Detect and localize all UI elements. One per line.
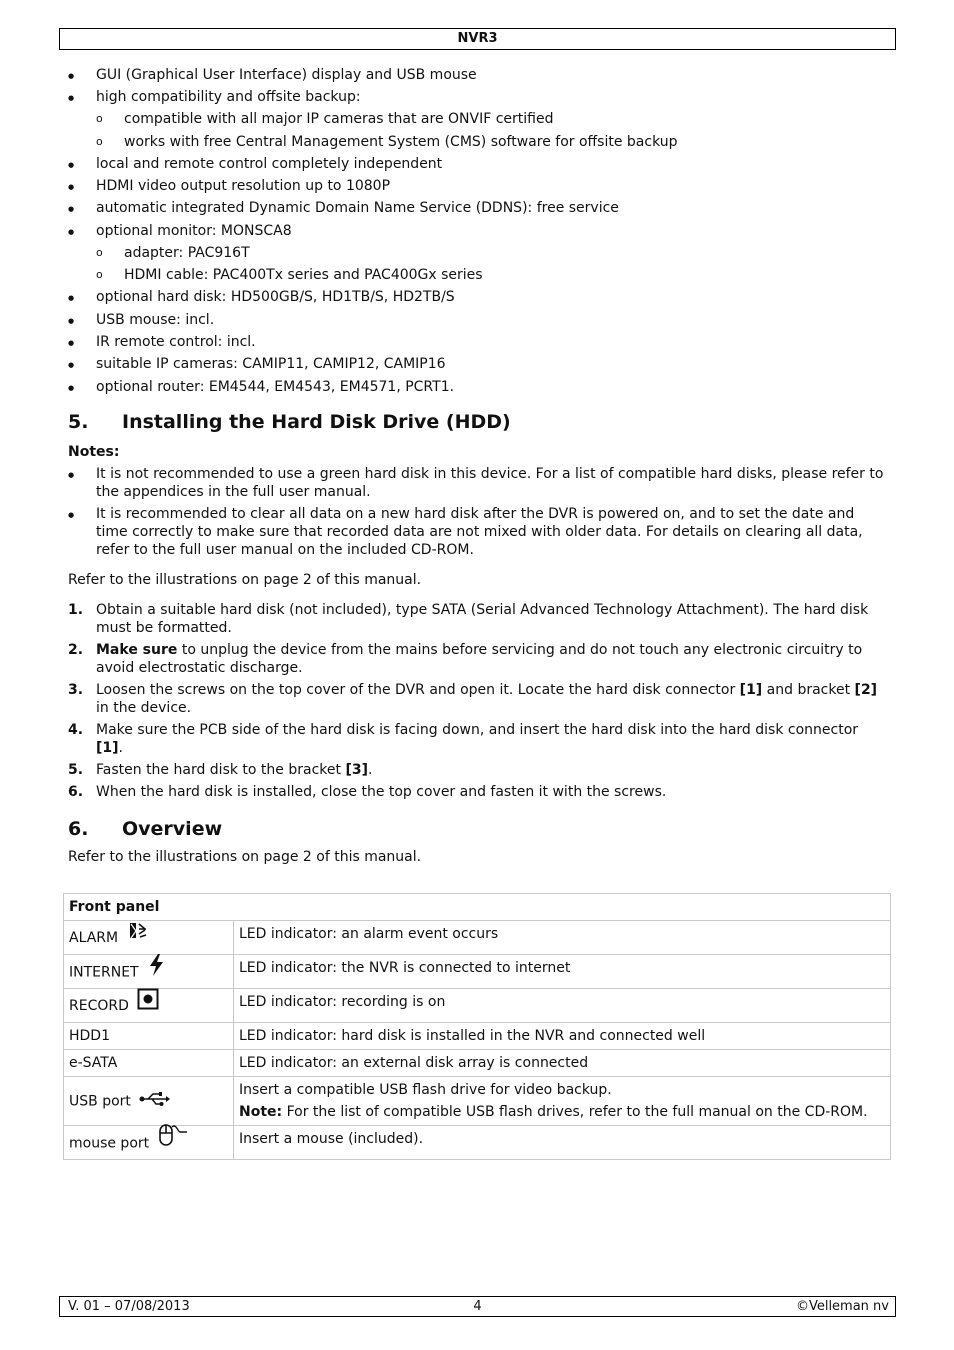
row-desc: LED indicator: an alarm event occurs [234, 921, 891, 955]
notes-label: Notes: [68, 443, 120, 460]
step-item: 2. Make sure to unplug the device from the mains before servicing and do not touch any electronic circuitry to avoid electrostatic discharge. [68, 642, 863, 677]
step-number: 4. [68, 722, 84, 739]
feature-item: ● optional router: EM4544, EM4543, EM4571, PCRT1. [68, 378, 886, 396]
footer-page-number: 4 [473, 1299, 482, 1314]
feature-subitem: o works with free Central Management System (CMS) software for offsite backup [96, 133, 886, 151]
feature-subitem: o HDMI cable: PAC400Tx series and PAC400Gx series [96, 266, 886, 284]
step-item: 3. Loosen the screws on the top cover of the DVR and open it. Locate the hard disk connector [1] and bracket [2] in the device. [68, 682, 878, 717]
step-number: 5. [68, 762, 84, 779]
step-item: 6. When the hard disk is installed, close the top cover and fasten it with the screws. [68, 784, 667, 801]
section-5-heading: 5. Installing the Hard Disk Drive (HDD) [68, 410, 511, 433]
row-label: ALARM [69, 930, 119, 946]
table-row [64, 989, 891, 1023]
feature-item: ● optional monitor: MONSCA8 o adapter: PAC916T o HDMI cable: PAC400Tx series and PAC400Gx series [68, 222, 886, 284]
feature-list [68, 66, 886, 396]
footer-copyright: ©Velleman nv [795, 1299, 889, 1314]
mouse-icon [158, 1122, 188, 1153]
row-desc: LED indicator: the NVR is connected to internet [234, 955, 891, 989]
table-row [64, 1023, 891, 1050]
row-label: mouse port [69, 1135, 150, 1152]
section-6-heading: 6. Overview [68, 818, 223, 841]
table-row [64, 955, 891, 989]
feature-item: ● HDMI video output resolution up to 1080P [68, 177, 886, 195]
row-desc: LED indicator: recording is on [234, 989, 891, 1023]
table-header-row [64, 894, 891, 921]
feature-item: ● GUI (Graphical User Interface) display and USB mouse [68, 66, 886, 84]
feature-sublist [96, 244, 886, 284]
feature-sublist [96, 110, 886, 150]
step-number: 1. [68, 602, 84, 619]
notes-list [68, 465, 886, 559]
feature-item: ● IR remote control: incl. [68, 333, 886, 351]
row-label: INTERNET [69, 964, 139, 981]
note-item: ● It is not recommended to use a green hard disk in this device. For a list of compatible hard disks, please refer to the appendices in the full user manual. [68, 465, 886, 501]
page-footer [59, 1296, 896, 1317]
lightning-icon [147, 953, 165, 982]
step-item: 1. Obtain a suitable hard disk (not included), type SATA (Serial Advanced Technology Attachment). The hard disk must be formatted. [68, 602, 869, 637]
row-label: HDD1 [64, 1023, 234, 1050]
table-heading: Front panel [64, 894, 891, 921]
feature-item: ● suitable IP cameras: CAMIP11, CAMIP12, CAMIP16 [68, 355, 886, 373]
table-row [64, 921, 891, 955]
table-row [64, 1126, 891, 1160]
front-panel-table [63, 893, 891, 1160]
steps-list [68, 601, 886, 801]
page-header [59, 28, 896, 50]
feature-item: ● automatic integrated Dynamic Domain Name Service (DDNS): free service [68, 199, 886, 217]
row-desc: Insert a mouse (included). [234, 1126, 891, 1160]
refer-text-6: Refer to the illustrations on page 2 of this manual. [68, 849, 422, 866]
row-label: RECORD [69, 998, 129, 1014]
row-label: e-SATA [64, 1050, 234, 1077]
header-title: NVR3 [457, 31, 498, 46]
feature-subitem: o compatible with all major IP cameras that are ONVIF certified [96, 110, 886, 128]
note-item: ● It is recommended to clear all data on a new hard disk after the DVR is powered on, and to set the date and time correctly to make sure that recorded data are not mixed with older data. For details on clearing all data, refer to the full user manual on the included CD-ROM. [68, 505, 886, 559]
usb-note: Note: For the list of compatible USB flash drives, refer to the full manual on the CD-ROM. [239, 1104, 868, 1120]
feature-item: ● optional hard disk: HD500GB/S, HD1TB/S, HD2TB/S [68, 288, 886, 306]
row-desc: Insert a compatible USB flash drive for video backup. [239, 1082, 612, 1098]
step-item: 4. Make sure the PCB side of the hard disk is facing down, and insert the hard disk into the hard disk connector [1]. [68, 722, 859, 757]
usb-icon [139, 1091, 171, 1112]
feature-item: ● USB mouse: incl. [68, 311, 886, 329]
feature-item: ● high compatibility and offsite backup: o compatible with all major IP cameras that are ONVIF certified o works with free Central Management System (CMS) software for offsite backup [68, 88, 886, 150]
record-icon [137, 988, 159, 1015]
refer-text-5: Refer to the illustrations on page 2 of this manual. [68, 572, 422, 589]
row-desc: LED indicator: hard disk is installed in the NVR and connected well [234, 1023, 891, 1050]
footer-version: V. 01 – 07/08/2013 [68, 1299, 190, 1314]
feature-item: ● local and remote control completely independent [68, 155, 886, 173]
feature-subitem: o adapter: PAC916T [96, 244, 886, 262]
step-number: 6. [68, 784, 84, 801]
row-label: USB port [69, 1093, 131, 1109]
step-number: 3. [68, 682, 84, 699]
page-content [68, 66, 886, 866]
table-row [64, 1050, 891, 1077]
row-desc: LED indicator: an external disk array is connected [234, 1050, 891, 1077]
step-item: 5. Fasten the hard disk to the bracket [3]. [68, 762, 373, 779]
step-number: 2. [68, 642, 84, 659]
alarm-icon [127, 920, 149, 947]
table-row [64, 1077, 891, 1126]
